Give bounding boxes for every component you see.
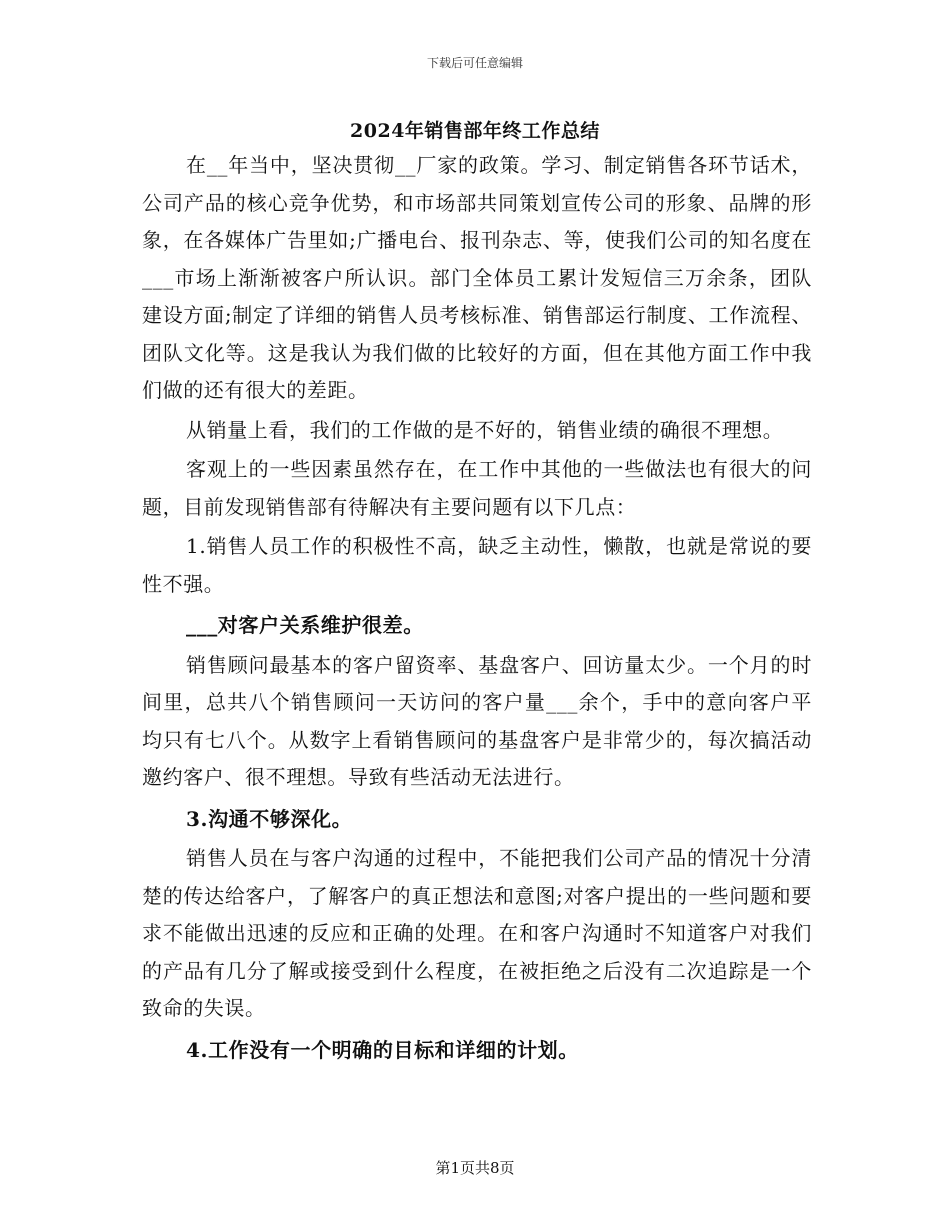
paragraph-sales-volume: 从销量上看，我们的工作做的是不好的，销售业绩的确很不理想。 xyxy=(186,417,784,442)
page-footer-indicator: 第1页共8页 xyxy=(435,1159,515,1177)
heading-item-2: ___对客户关系维护很差。 xyxy=(186,613,424,637)
paragraph-customer-maintenance: 销售顾问最基本的客户留资率、基盘客户、回访量太少。一个月的时间里，总共八个销售顾问一天访问的客户量___余个，手中的意向客户平均只有七八个。从数字上看销售顾问的基盘客户是非常少的，每次搞活动邀约客户、很不理想。导致有些活动无法进行。 xyxy=(142,652,812,789)
paragraph-communication: 销售人员在与客户沟通的过程中，不能把我们公司产品的情况十分清楚的传达给客户，了解客户的真正想法和意图;对客户提出的一些问题和要求不能做出迅速的反应和正确的处理。在和客户沟通时不知道客户对我们的产品有几分了解或接受到什么程度，在被拒绝之后没有二次追踪是一个致命的失误。 xyxy=(142,846,812,1020)
heading-item-3: 3.沟通不够深化。 xyxy=(186,806,353,831)
paragraph-item-1: 1.销售人员工作的积极性不高，缺乏主动性，懒散，也就是常说的要性不强。 xyxy=(142,534,812,596)
page-header-note: 下载后可任意编辑 xyxy=(426,56,523,70)
heading-item-4: 4.工作没有一个明确的目标和详细的计划。 xyxy=(186,1037,579,1062)
paragraph-problems-intro: 客观上的一些因素虽然存在，在工作中其他的一些做法也有很大的问题，目前发现销售部有待解决有主要问题有以下几点： xyxy=(142,457,812,519)
document-body xyxy=(142,147,812,1069)
document-title: 2024年销售部年终工作总结 xyxy=(350,120,600,142)
paragraph-intro: 在__年当中，坚决贯彻__厂家的政策。学习、制定销售各环节话术，公司产品的核心竞争优势，和市场部共同策划宣传公司的形象、品牌的形象，在各媒体广告里如;广播电台、报刊杂志、等，使我们公司的知名度在___市场上渐渐被客户所认识。部门全体员工累计发短信三万余条，团队建设方面;制定了详细的销售人员考核标准、销售部运行制度、工作流程、团队文化等。这是我认为我们做的比较好的方面，但在其他方面工作中我们做的还有很大的差距。 xyxy=(142,153,812,402)
